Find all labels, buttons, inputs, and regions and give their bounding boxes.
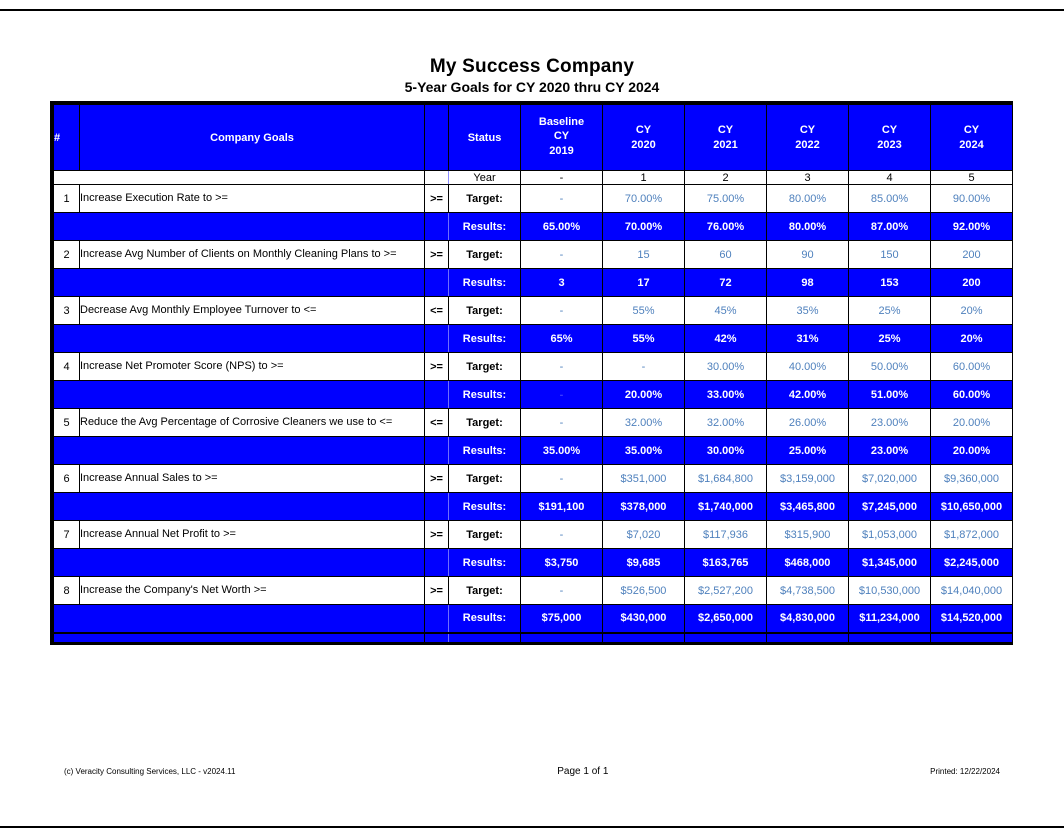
target-value: $1,684,800	[685, 465, 767, 493]
target-value: $1,872,000	[931, 521, 1013, 549]
year-4-value: 2023	[877, 138, 902, 151]
goal-number: 8	[54, 577, 80, 605]
footer-printed-date: Printed: 12/22/2024	[930, 767, 1000, 776]
header-row	[54, 105, 1013, 171]
title-block	[0, 56, 1064, 96]
page-title: My Success Company	[429, 56, 635, 77]
results-value: 51.00%	[849, 381, 931, 409]
results-label: Results:	[449, 493, 521, 521]
table-head	[54, 105, 1013, 185]
column-header-operator	[425, 105, 449, 171]
table-row	[54, 605, 1013, 633]
year-2-cy: CY	[717, 123, 734, 136]
target-value: 45%	[685, 297, 767, 325]
results-value: 60.00%	[931, 381, 1013, 409]
target-label: Target:	[449, 409, 521, 437]
year-1-cy: CY	[635, 123, 652, 136]
results-value: $2,650,000	[685, 605, 767, 633]
results-value: 200	[931, 269, 1013, 297]
results-operator-cell	[425, 605, 449, 633]
results-value: 70.00%	[603, 213, 685, 241]
target-value: 35%	[767, 297, 849, 325]
goal-number: 7	[54, 521, 80, 549]
target-value: 150	[849, 241, 931, 269]
table-row	[54, 269, 1013, 297]
results-operator-cell	[425, 213, 449, 241]
page-top-rule	[0, 9, 1064, 11]
year-0-value: 2019	[549, 145, 574, 157]
results-operator-cell	[425, 269, 449, 297]
table-row	[54, 577, 1013, 605]
results-value: 20.00%	[931, 437, 1013, 465]
year-index-0: -	[521, 171, 603, 185]
results-value: 42%	[685, 325, 767, 353]
target-value: $3,159,000	[767, 465, 849, 493]
results-value: 30.00%	[685, 437, 767, 465]
target-value: 90	[767, 241, 849, 269]
table-row	[54, 185, 1013, 213]
goal-number: 4	[54, 353, 80, 381]
target-value: 60.00%	[931, 353, 1013, 381]
target-value: $10,530,000	[849, 577, 931, 605]
year-index-num-cell	[54, 171, 80, 185]
results-value: $11,234,000	[849, 605, 931, 633]
target-value: -	[521, 297, 603, 325]
footer-copyright: (c) Veracity Consulting Services, LLC - v2024.11	[64, 767, 236, 776]
target-value: -	[603, 353, 685, 381]
results-value: 72	[685, 269, 767, 297]
column-header-year-3	[767, 105, 849, 171]
table-row	[54, 465, 1013, 493]
results-number-cell	[54, 325, 80, 353]
goal-number: 2	[54, 241, 80, 269]
results-value: $9,685	[603, 549, 685, 577]
target-label: Target:	[449, 241, 521, 269]
results-value: -	[521, 381, 603, 409]
column-header-year-1	[603, 105, 685, 171]
goal-text: Increase Net Promoter Score (NPS) to >=	[80, 353, 425, 381]
target-value: 26.00%	[767, 409, 849, 437]
target-value: 55%	[603, 297, 685, 325]
results-value: 33.00%	[685, 381, 767, 409]
target-value: $9,360,000	[931, 465, 1013, 493]
year-2-value: 2021	[713, 138, 738, 151]
results-goal-cell	[80, 269, 425, 297]
goal-number: 5	[54, 409, 80, 437]
footer-page-number: Page 1 of 1	[557, 766, 609, 777]
target-value: -	[521, 577, 603, 605]
target-label: Target:	[449, 465, 521, 493]
year-0-cy: CY	[553, 130, 570, 142]
table-row	[54, 297, 1013, 325]
results-value: 55%	[603, 325, 685, 353]
year-3-value: 2022	[795, 138, 820, 151]
target-value: 85.00%	[849, 185, 931, 213]
target-value: $7,020,000	[849, 465, 931, 493]
target-value: $14,040,000	[931, 577, 1013, 605]
table-body	[54, 185, 1013, 642]
year-5-cy: CY	[963, 123, 980, 136]
results-value: 80.00%	[767, 213, 849, 241]
results-value: 17	[603, 269, 685, 297]
results-value: 23.00%	[849, 437, 931, 465]
column-header-number: #	[54, 105, 80, 171]
year-4-cy: CY	[881, 123, 898, 136]
results-value: 98	[767, 269, 849, 297]
results-value: 153	[849, 269, 931, 297]
page-subtitle: 5-Year Goals for CY 2020 thru CY 2024	[404, 79, 660, 95]
bottom-strip-year	[603, 633, 685, 642]
column-header-company-goals: Company Goals	[80, 105, 425, 171]
goal-operator: >=	[425, 241, 449, 269]
target-value: $351,000	[603, 465, 685, 493]
target-value: -	[521, 465, 603, 493]
results-number-cell	[54, 269, 80, 297]
table-row	[54, 549, 1013, 577]
goal-operator: <=	[425, 409, 449, 437]
target-value: 32.00%	[685, 409, 767, 437]
results-value: 25.00%	[767, 437, 849, 465]
target-value: -	[521, 353, 603, 381]
results-value: $3,465,800	[767, 493, 849, 521]
year-index-3: 3	[767, 171, 849, 185]
target-value: $7,020	[603, 521, 685, 549]
target-value: $2,527,200	[685, 577, 767, 605]
results-operator-cell	[425, 381, 449, 409]
year-index-label: Year	[449, 171, 521, 185]
target-label: Target:	[449, 521, 521, 549]
year-0-prefix: Baseline	[538, 116, 585, 128]
year-1-value: 2020	[631, 138, 656, 151]
results-value: $468,000	[767, 549, 849, 577]
results-value: 87.00%	[849, 213, 931, 241]
goal-text: Increase Annual Sales to >=	[80, 465, 425, 493]
results-value: 65.00%	[521, 213, 603, 241]
results-number-cell	[54, 549, 80, 577]
bottom-strip-year	[931, 633, 1013, 642]
column-header-year-4	[849, 105, 931, 171]
year-index-goal-cell	[80, 171, 425, 185]
results-label: Results:	[449, 605, 521, 633]
results-value: $14,520,000	[931, 605, 1013, 633]
results-value: 35.00%	[603, 437, 685, 465]
target-value: 20%	[931, 297, 1013, 325]
table-row	[54, 493, 1013, 521]
year-index-5: 5	[931, 171, 1013, 185]
results-label: Results:	[449, 549, 521, 577]
goal-text: Increase Execution Rate to >=	[80, 185, 425, 213]
results-operator-cell	[425, 493, 449, 521]
target-value: -	[521, 185, 603, 213]
results-operator-cell	[425, 549, 449, 577]
bottom-strip-year	[521, 633, 603, 642]
year-5-value: 2024	[959, 138, 984, 151]
target-value: $117,936	[685, 521, 767, 549]
year-3-cy: CY	[799, 123, 816, 136]
bottom-strip-year	[685, 633, 767, 642]
results-number-cell	[54, 381, 80, 409]
results-operator-cell	[425, 325, 449, 353]
results-label: Results:	[449, 269, 521, 297]
goal-operator: >=	[425, 521, 449, 549]
results-value: $163,765	[685, 549, 767, 577]
results-value: $430,000	[603, 605, 685, 633]
results-goal-cell	[80, 493, 425, 521]
target-label: Target:	[449, 185, 521, 213]
year-index-row	[54, 171, 1013, 185]
results-label: Results:	[449, 381, 521, 409]
year-index-2: 2	[685, 171, 767, 185]
results-value: 20%	[931, 325, 1013, 353]
goal-operator: >=	[425, 185, 449, 213]
goal-number: 1	[54, 185, 80, 213]
results-value: $7,245,000	[849, 493, 931, 521]
results-value: $378,000	[603, 493, 685, 521]
year-index-4: 4	[849, 171, 931, 185]
table-row	[54, 381, 1013, 409]
table-row	[54, 353, 1013, 381]
goal-text: Increase the Company's Net Worth >=	[80, 577, 425, 605]
goal-text: Increase Avg Number of Clients on Monthly Cleaning Plans to >=	[80, 241, 425, 269]
target-value: 200	[931, 241, 1013, 269]
target-value: 60	[685, 241, 767, 269]
target-value: 25%	[849, 297, 931, 325]
results-value: $10,650,000	[931, 493, 1013, 521]
goal-text: Decrease Avg Monthly Employee Turnover to <=	[80, 297, 425, 325]
target-value: -	[521, 409, 603, 437]
bottom-strip-status	[449, 633, 521, 642]
goal-operator: <=	[425, 297, 449, 325]
results-number-cell	[54, 213, 80, 241]
goal-number: 6	[54, 465, 80, 493]
table-row	[54, 241, 1013, 269]
target-value: 80.00%	[767, 185, 849, 213]
target-label: Target:	[449, 353, 521, 381]
results-label: Results:	[449, 325, 521, 353]
results-value: $4,830,000	[767, 605, 849, 633]
results-goal-cell	[80, 437, 425, 465]
target-label: Target:	[449, 577, 521, 605]
target-value: $1,053,000	[849, 521, 931, 549]
column-header-year-2	[685, 105, 767, 171]
results-goal-cell	[80, 325, 425, 353]
year-index-1: 1	[603, 171, 685, 185]
goal-operator: >=	[425, 353, 449, 381]
goal-text: Reduce the Avg Percentage of Corrosive Cleaners we use to <=	[80, 409, 425, 437]
page-bottom-rule	[0, 826, 1064, 828]
results-value: $1,345,000	[849, 549, 931, 577]
target-value: $526,500	[603, 577, 685, 605]
results-goal-cell	[80, 381, 425, 409]
target-value: -	[521, 241, 603, 269]
goals-table-container	[50, 101, 1013, 645]
table-row	[54, 213, 1013, 241]
results-label: Results:	[449, 213, 521, 241]
target-value: 23.00%	[849, 409, 931, 437]
target-value: 30.00%	[685, 353, 767, 381]
results-value: 65%	[521, 325, 603, 353]
results-goal-cell	[80, 549, 425, 577]
results-value: 92.00%	[931, 213, 1013, 241]
results-value: $191,100	[521, 493, 603, 521]
results-value: $3,750	[521, 549, 603, 577]
bottom-strip-num	[54, 633, 80, 642]
goals-table	[53, 104, 1013, 642]
results-label: Results:	[449, 437, 521, 465]
target-value: $315,900	[767, 521, 849, 549]
table-row	[54, 325, 1013, 353]
table-row	[54, 521, 1013, 549]
bottom-strip-year	[849, 633, 931, 642]
results-value: 76.00%	[685, 213, 767, 241]
bottom-strip-year	[767, 633, 849, 642]
results-number-cell	[54, 493, 80, 521]
results-value: 3	[521, 269, 603, 297]
bottom-strip-goal	[80, 633, 425, 642]
goal-number: 3	[54, 297, 80, 325]
goal-text: Increase Annual Net Profit to >=	[80, 521, 425, 549]
results-number-cell	[54, 605, 80, 633]
results-goal-cell	[80, 605, 425, 633]
bottom-strip-op	[425, 633, 449, 642]
goal-operator: >=	[425, 577, 449, 605]
table-row	[54, 409, 1013, 437]
target-value: -	[521, 521, 603, 549]
target-value: 20.00%	[931, 409, 1013, 437]
results-value: 35.00%	[521, 437, 603, 465]
target-label: Target:	[449, 297, 521, 325]
column-header-year-5	[931, 105, 1013, 171]
results-goal-cell	[80, 213, 425, 241]
results-value: $1,740,000	[685, 493, 767, 521]
results-number-cell	[54, 437, 80, 465]
target-value: 40.00%	[767, 353, 849, 381]
year-index-operator-cell	[425, 171, 449, 185]
target-value: 70.00%	[603, 185, 685, 213]
column-header-status: Status	[449, 105, 521, 171]
target-value: 15	[603, 241, 685, 269]
target-value: 32.00%	[603, 409, 685, 437]
target-value: $4,738,500	[767, 577, 849, 605]
results-value: $2,245,000	[931, 549, 1013, 577]
results-value: 31%	[767, 325, 849, 353]
column-header-year-0	[521, 105, 603, 171]
results-value: 20.00%	[603, 381, 685, 409]
target-value: 75.00%	[685, 185, 767, 213]
target-value: 90.00%	[931, 185, 1013, 213]
results-value: 42.00%	[767, 381, 849, 409]
results-value: 25%	[849, 325, 931, 353]
table-bottom-strip	[54, 633, 1013, 642]
target-value: 50.00%	[849, 353, 931, 381]
results-value: $75,000	[521, 605, 603, 633]
page-footer	[64, 766, 1000, 777]
table-row	[54, 437, 1013, 465]
goal-operator: >=	[425, 465, 449, 493]
results-operator-cell	[425, 437, 449, 465]
